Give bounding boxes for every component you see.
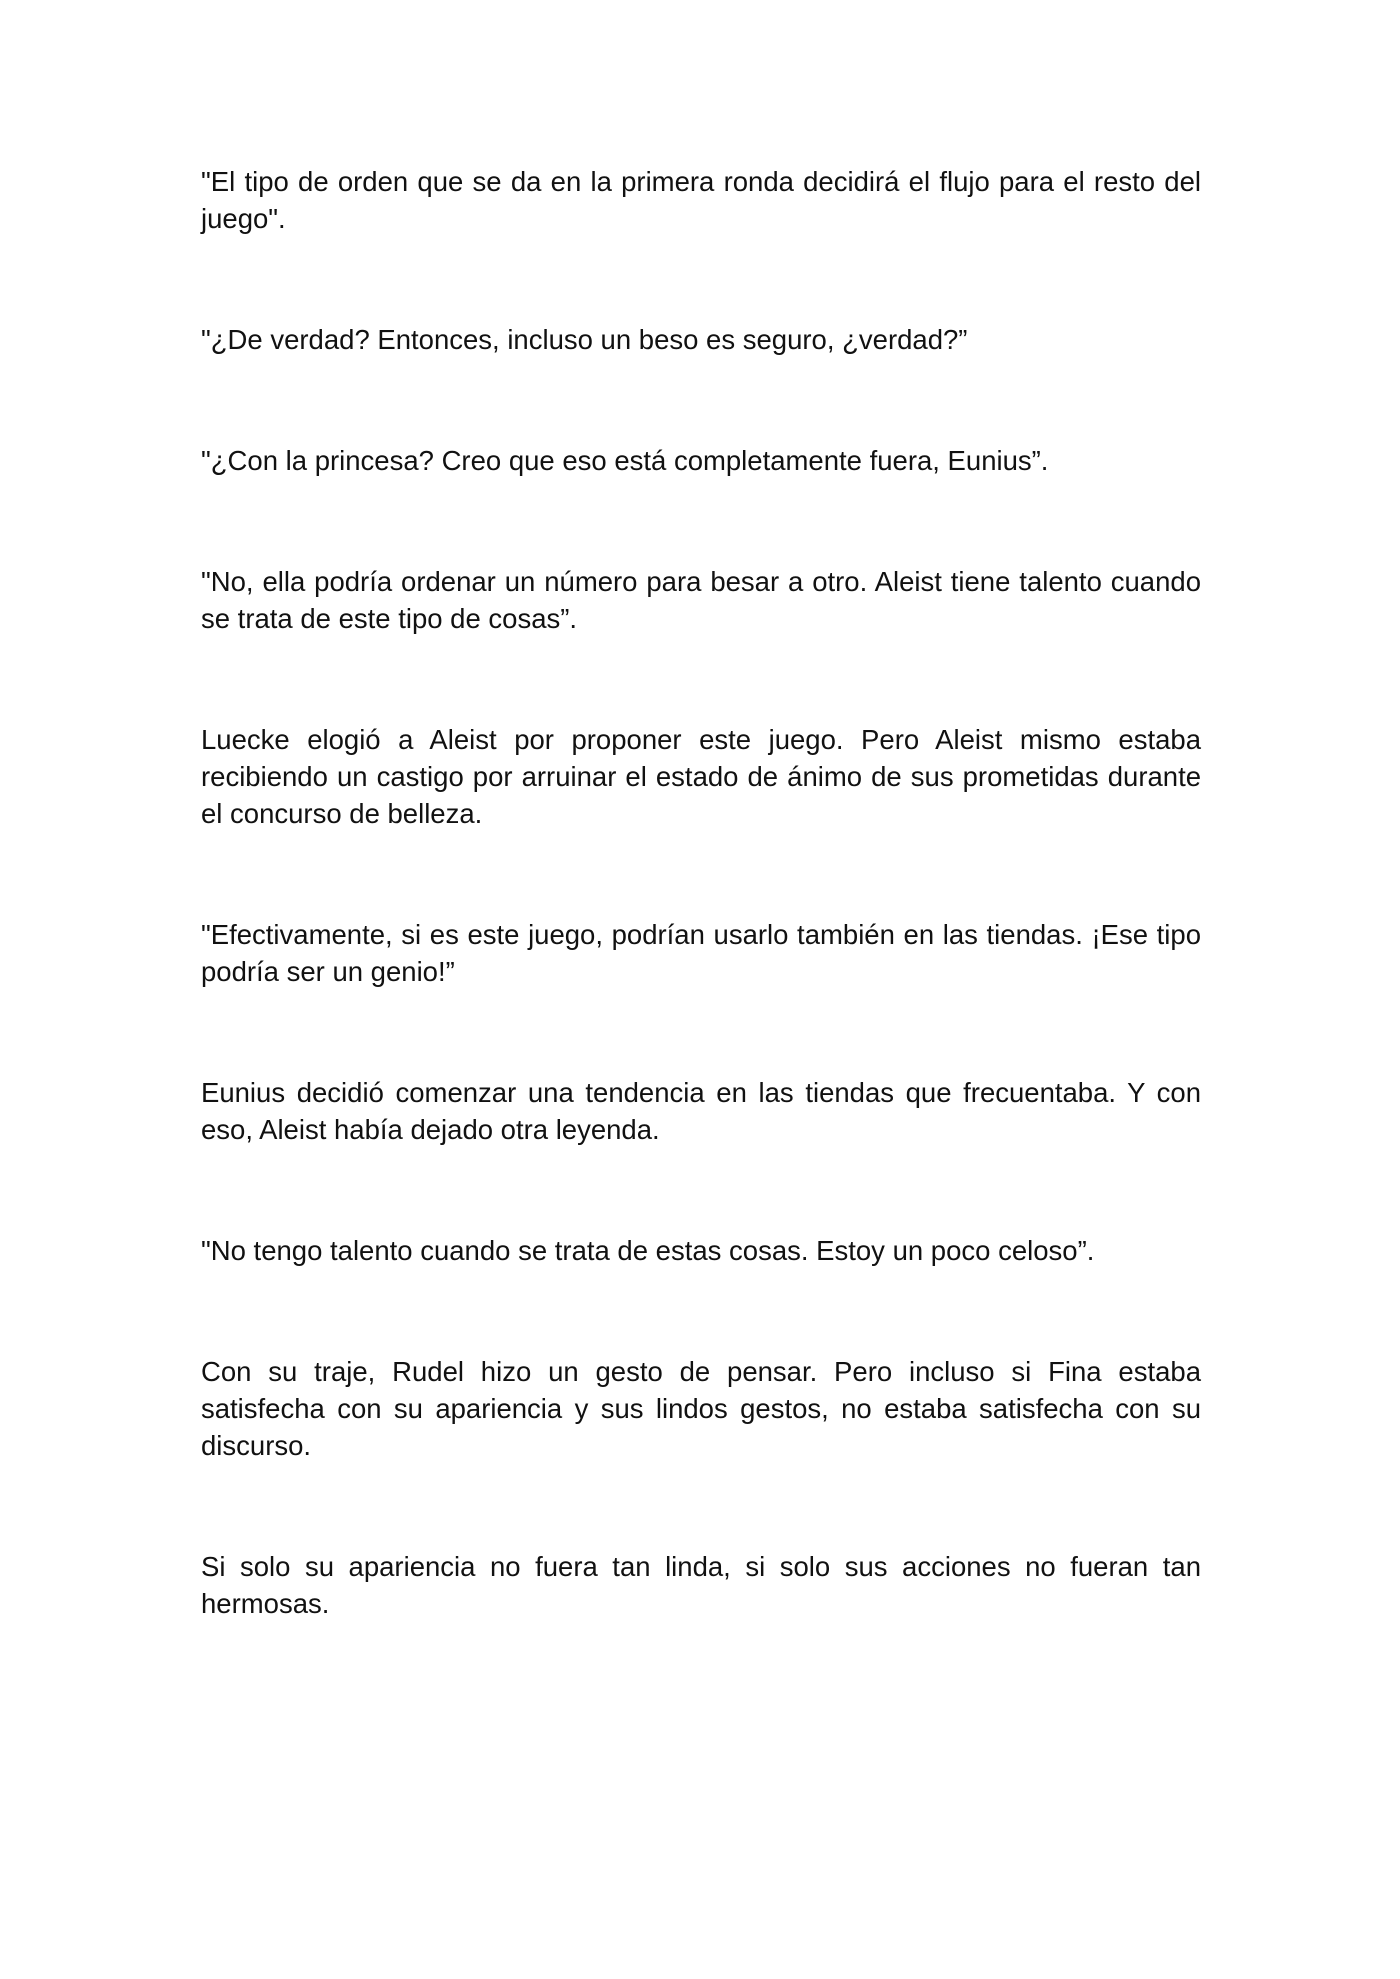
document-body	[201, 163, 1201, 1622]
paragraph: "No, ella podría ordenar un número para besar a otro. Aleist tiene talento cuando se trata de este tipo de cosas”.	[201, 566, 1201, 634]
paragraph: Luecke elogió a Aleist por proponer este juego. Pero Aleist mismo estaba recibiendo un castigo por arruinar el estado de ánimo de sus prometidas durante el concurso de belleza.	[201, 724, 1201, 829]
paragraph: "Efectivamente, si es este juego, podrían usarlo también en las tiendas. ¡Ese tipo podría ser un genio!”	[201, 919, 1201, 987]
paragraph: "No tengo talento cuando se trata de estas cosas. Estoy un poco celoso”.	[201, 1235, 1095, 1266]
paragraph: Con su traje, Rudel hizo un gesto de pensar. Pero incluso si Fina estaba satisfecha con su apariencia y sus lindos gestos, no estaba satisfecha con su discurso.	[201, 1356, 1201, 1461]
paragraph: Eunius decidió comenzar una tendencia en las tiendas que frecuentaba. Y con eso, Aleist había dejado otra leyenda.	[201, 1077, 1201, 1145]
paragraph: "¿Con la princesa? Creo que eso está completamente fuera, Eunius”.	[201, 445, 1049, 476]
paragraph: "El tipo de orden que se da en la primera ronda decidirá el flujo para el resto del juego".	[201, 166, 1201, 234]
paragraph: Si solo su apariencia no fuera tan linda, si solo sus acciones no fueran tan hermosas.	[201, 1551, 1201, 1619]
paragraph: "¿De verdad? Entonces, incluso un beso es seguro, ¿verdad?”	[201, 324, 968, 355]
